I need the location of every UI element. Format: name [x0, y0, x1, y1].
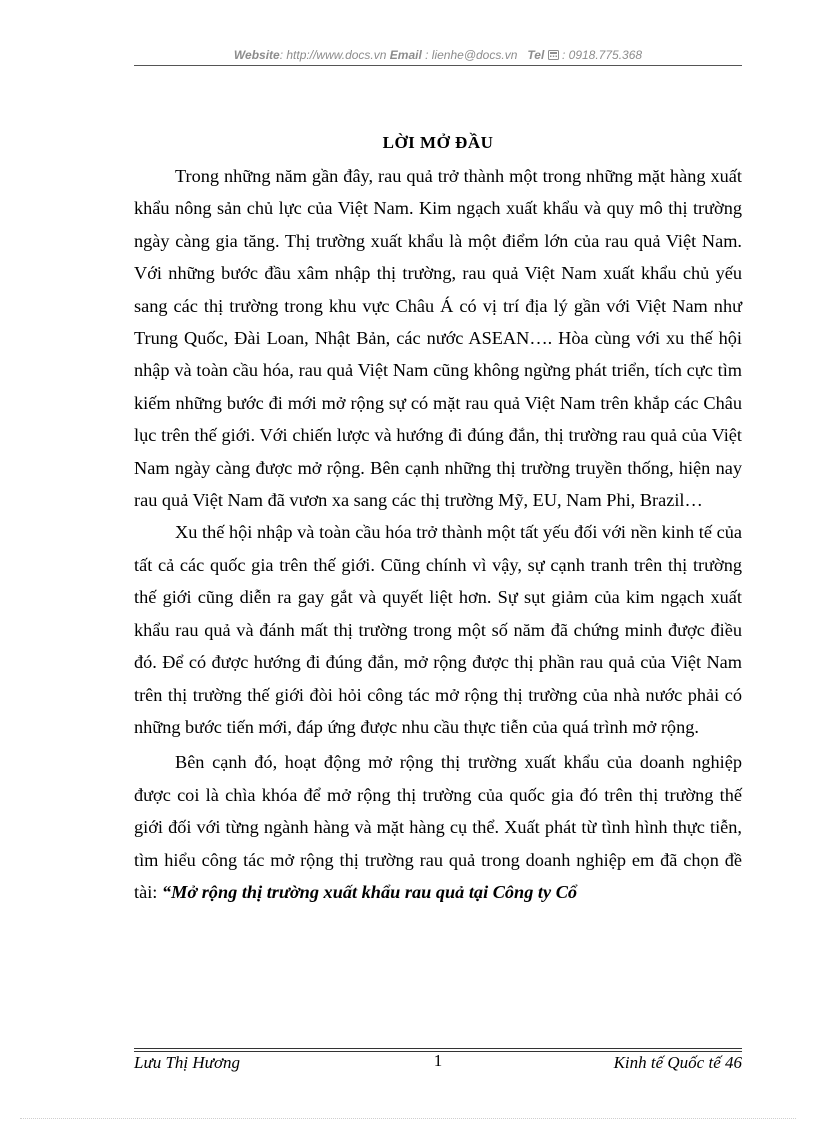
website-label: Website: [233, 48, 280, 62]
tel-label: Tel: [527, 48, 545, 62]
tel-value: : 0918.775.368: [561, 48, 643, 62]
header-divider: [134, 65, 742, 66]
email-label: Email: [389, 48, 422, 62]
page-header: [134, 48, 742, 62]
paragraph: Trong những năm gần đây, rau quả trở thành một trong những mặt hàng xuất khẩu nông sản chủ lực của Việt Nam. Kim ngạch xuất khẩu và quy mô thị trường ngày càng gia tăng. Thị trường xuất khẩu là một điểm lớn của rau quả Việt Nam. Với những bước đầu xâm nhập thị trường, rau quả Việt Nam xuất khẩu chủ yếu sang các thị trường trong khu vực Châu Á có vị trí địa lý gần với Việt Nam như Trung Quốc, Đài Loan, Nhật Bản, các nước ASEAN…. Hòa cùng với xu thế hội nhập và toàn cầu hóa, rau quả Việt Nam cũng không ngừng phát triển, tích cực tìm kiếm những bước đi mới mở rộng sự có mặt rau quả Việt Nam trên khắp các Châu lục trên thế giới. Với chiến lược và hướng đi đúng đắn, thị trường rau quả của Việt Nam ngày càng được mở rộng. Bên cạnh những thị trường truyền thống, hiện nay rau quả Việt Nam đã vươn xa sang các thị trường Mỹ, EU, Nam Phi, Brazil…: [134, 166, 742, 511]
page-edge-dots: [20, 1118, 796, 1119]
phone-icon: [548, 48, 562, 62]
footer-author: Lưu Thị Hương: [134, 1053, 241, 1072]
page-title: LỜI MỞ ĐẦU: [382, 133, 494, 152]
footer-course: Kinh tế Quốc tế 46: [613, 1053, 742, 1072]
paragraph-text: Bên cạnh đó, hoạt động mở rộng thị trường xuất khẩu của doanh nghiệp được coi là chìa khóa để mở rộng thị trường của quốc gia đó trên thị trường thế giới đối với từng ngành hàng và mặt hàng cụ thể. Xuất phát từ tình hình thực tiễn, tìm hiểu công tác mở rộng thị trường rau quả trong doanh nghiệp em đã chọn đề tài:: [134, 752, 742, 902]
email-value: : lienhe@docs.vn: [421, 48, 518, 62]
page-number: 1: [433, 1051, 443, 1070]
paragraph: [134, 746, 742, 908]
website-value: : http://www.docs.vn: [279, 48, 387, 62]
paragraph: Xu thế hội nhập và toàn cầu hóa trở thành một tất yếu đối với nền kinh tế của tất cả các quốc gia trên thế giới. Cũng chính vì vậy, sự cạnh tranh trên thị trường thế giới cũng diễn ra gay gắt và quyết liệt hơn. Sự sụt giảm của kim ngạch xuất khẩu rau quả và đánh mất thị trường trong một số năm đã chứng minh được điều đó. Để có được hướng đi đúng đắn, mở rộng được thị phần rau quả của Việt Nam trên thị trường thế giới đòi hỏi công tác mở rộng thị trường của nhà nước phải có những bước tiến mới, đáp ứng được nhu cầu thực tiễn của quá trình mở rộng.: [134, 522, 742, 737]
topic-emphasis: “Mở rộng thị trường xuất khẩu rau quả tại Công ty Cổ: [161, 881, 578, 902]
document-body: [134, 160, 742, 908]
